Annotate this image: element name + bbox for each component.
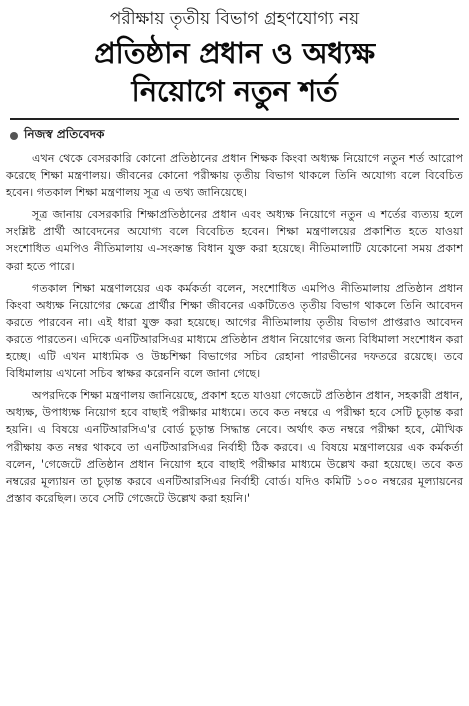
headline-line-2: নিয়োগে নতুন শর্ত xyxy=(131,74,338,108)
article-kicker: পরীক্ষায় তৃতীয় বিভাগ গ্রহণযোগ্য নয় xyxy=(109,9,360,29)
headline-divider xyxy=(10,118,459,120)
headline-line-1: প্রতিষ্ঠান প্রধান ও অধ্যক্ষ xyxy=(94,36,375,70)
article-headline xyxy=(6,34,463,110)
paragraph-4: অপরদিকে শিক্ষা মন্ত্রণালয় জানিয়েছে, প্রকাশ হতে যাওয়া গেজেটে প্রতিষ্ঠান প্রধান, সহকারী প্রধান, অধ্যক্ষ, উপাধ্যক্ষ নিয়োগ হবে বাছাই পরীক্ষার মাধ্যমে। তবে কত নম্বরে এ পরীক্ষা হবে সেটি চূড়ান্ত করা হয়নি। এ বিষয়ে এনটিআরসিএ'র বোর্ড চূড়ান্ত সিদ্ধান্ত নেবে। অর্থাৎ কত নম্বরে পরীক্ষা হবে, মৌখিক পরীক্ষায় কত নম্বর থাকবে তা এনটিআরসিএর নির্বাহী ঠিক করবে। এ বিষয়ে মন্ত্রণালয়ের এক কর্মকর্তা বলেন, 'গেজেটে প্রতিষ্ঠান প্রধান নিয়োগ হবে বাছাই পরীক্ষার মাধ্যমে উল্লেখ করা হয়েছে। তবে কত নম্বরের মূল্যায়ন তা চূড়ান্ত করবে এনটিআরসিএর নির্বাহী বোর্ড। যদিও কমিটি ১০০ নম্বরের মূল্যায়নের প্রস্তাব করেছিল। তবে সেটি গেজেটে উল্লেখ করা হয়নি।' xyxy=(6,389,463,505)
byline xyxy=(10,126,463,146)
paragraph-1: এখন থেকে বেসরকারি কোনো প্রতিষ্ঠানের প্রধান শিক্ষক কিংবা অধ্যক্ষ নিয়োগে নতুন শর্ত আরোপ করেছে শিক্ষা মন্ত্রণালয়। জীবনের কোনো পরীক্ষায় তৃতীয় বিভাগ থাকলে তিনি অযোগ্য বলে বিবেচিত হবেন। গতকাল শিক্ষা মন্ত্রণালয় সূত্র এ তথ্য জানিয়েছে। xyxy=(6,152,463,200)
paragraph-3: গতকাল শিক্ষা মন্ত্রণালয়ের এক কর্মকর্তা বলেন, সংশোধিত এমপিও নীতিমালায় প্রতিষ্ঠান প্রধান কিংবা অধ্যক্ষ নিয়োগের ক্ষেত্রে প্রার্থীর শিক্ষা জীবনের একটিতেও তৃতীয় বিভাগ থাকলে তিনি আবেদন করতে পারবেন না। এই ধারা যুক্ত করা হয়েছে। আগের নীতিমালায় তৃতীয় বিভাগ প্রাপ্তরাও আবেদন করতে পারতেন। এদিকে এনটিআরসিএর মাধ্যমে প্রতিষ্ঠান প্রধান নিয়োগের জন্য বিধিমালা সংশোধন করা হচ্ছে। এটি এখন মাধ্যমিক ও উচ্চশিক্ষা বিভাগের সচিব রেহানা পারভীনের দফতরে রয়েছে। তবে বিধিমালায় এখনো সচিব স্বাক্ষর করেননি বলে জানা গেছে। xyxy=(6,281,463,381)
bullet-icon xyxy=(10,132,18,140)
byline-text: নিজস্ব প্রতিবেদক xyxy=(24,127,105,141)
newspaper-clipping xyxy=(0,8,469,706)
paragraph-2: সূত্র জানায় বেসরকারি শিক্ষাপ্রতিষ্ঠানের প্রধান এবং অধ্যক্ষ নিয়োগে নতুন এ শর্তের ব্যত্যয় হলে সংশ্লিষ্ট প্রার্থী আবেদনের অযোগ্য বলে বিবেচিত হবেন। শিক্ষা মন্ত্রণালয়ের প্রকাশিত হতে যাওয়া সংশোধিত এমপিও নীতিমালায় এ-সংক্রান্ত বিধান যুক্ত করা হয়েছে। নীতিমালাটি যেকোনো সময় প্রকাশ করা হতে পারে। xyxy=(6,208,463,273)
article-body xyxy=(6,150,463,507)
